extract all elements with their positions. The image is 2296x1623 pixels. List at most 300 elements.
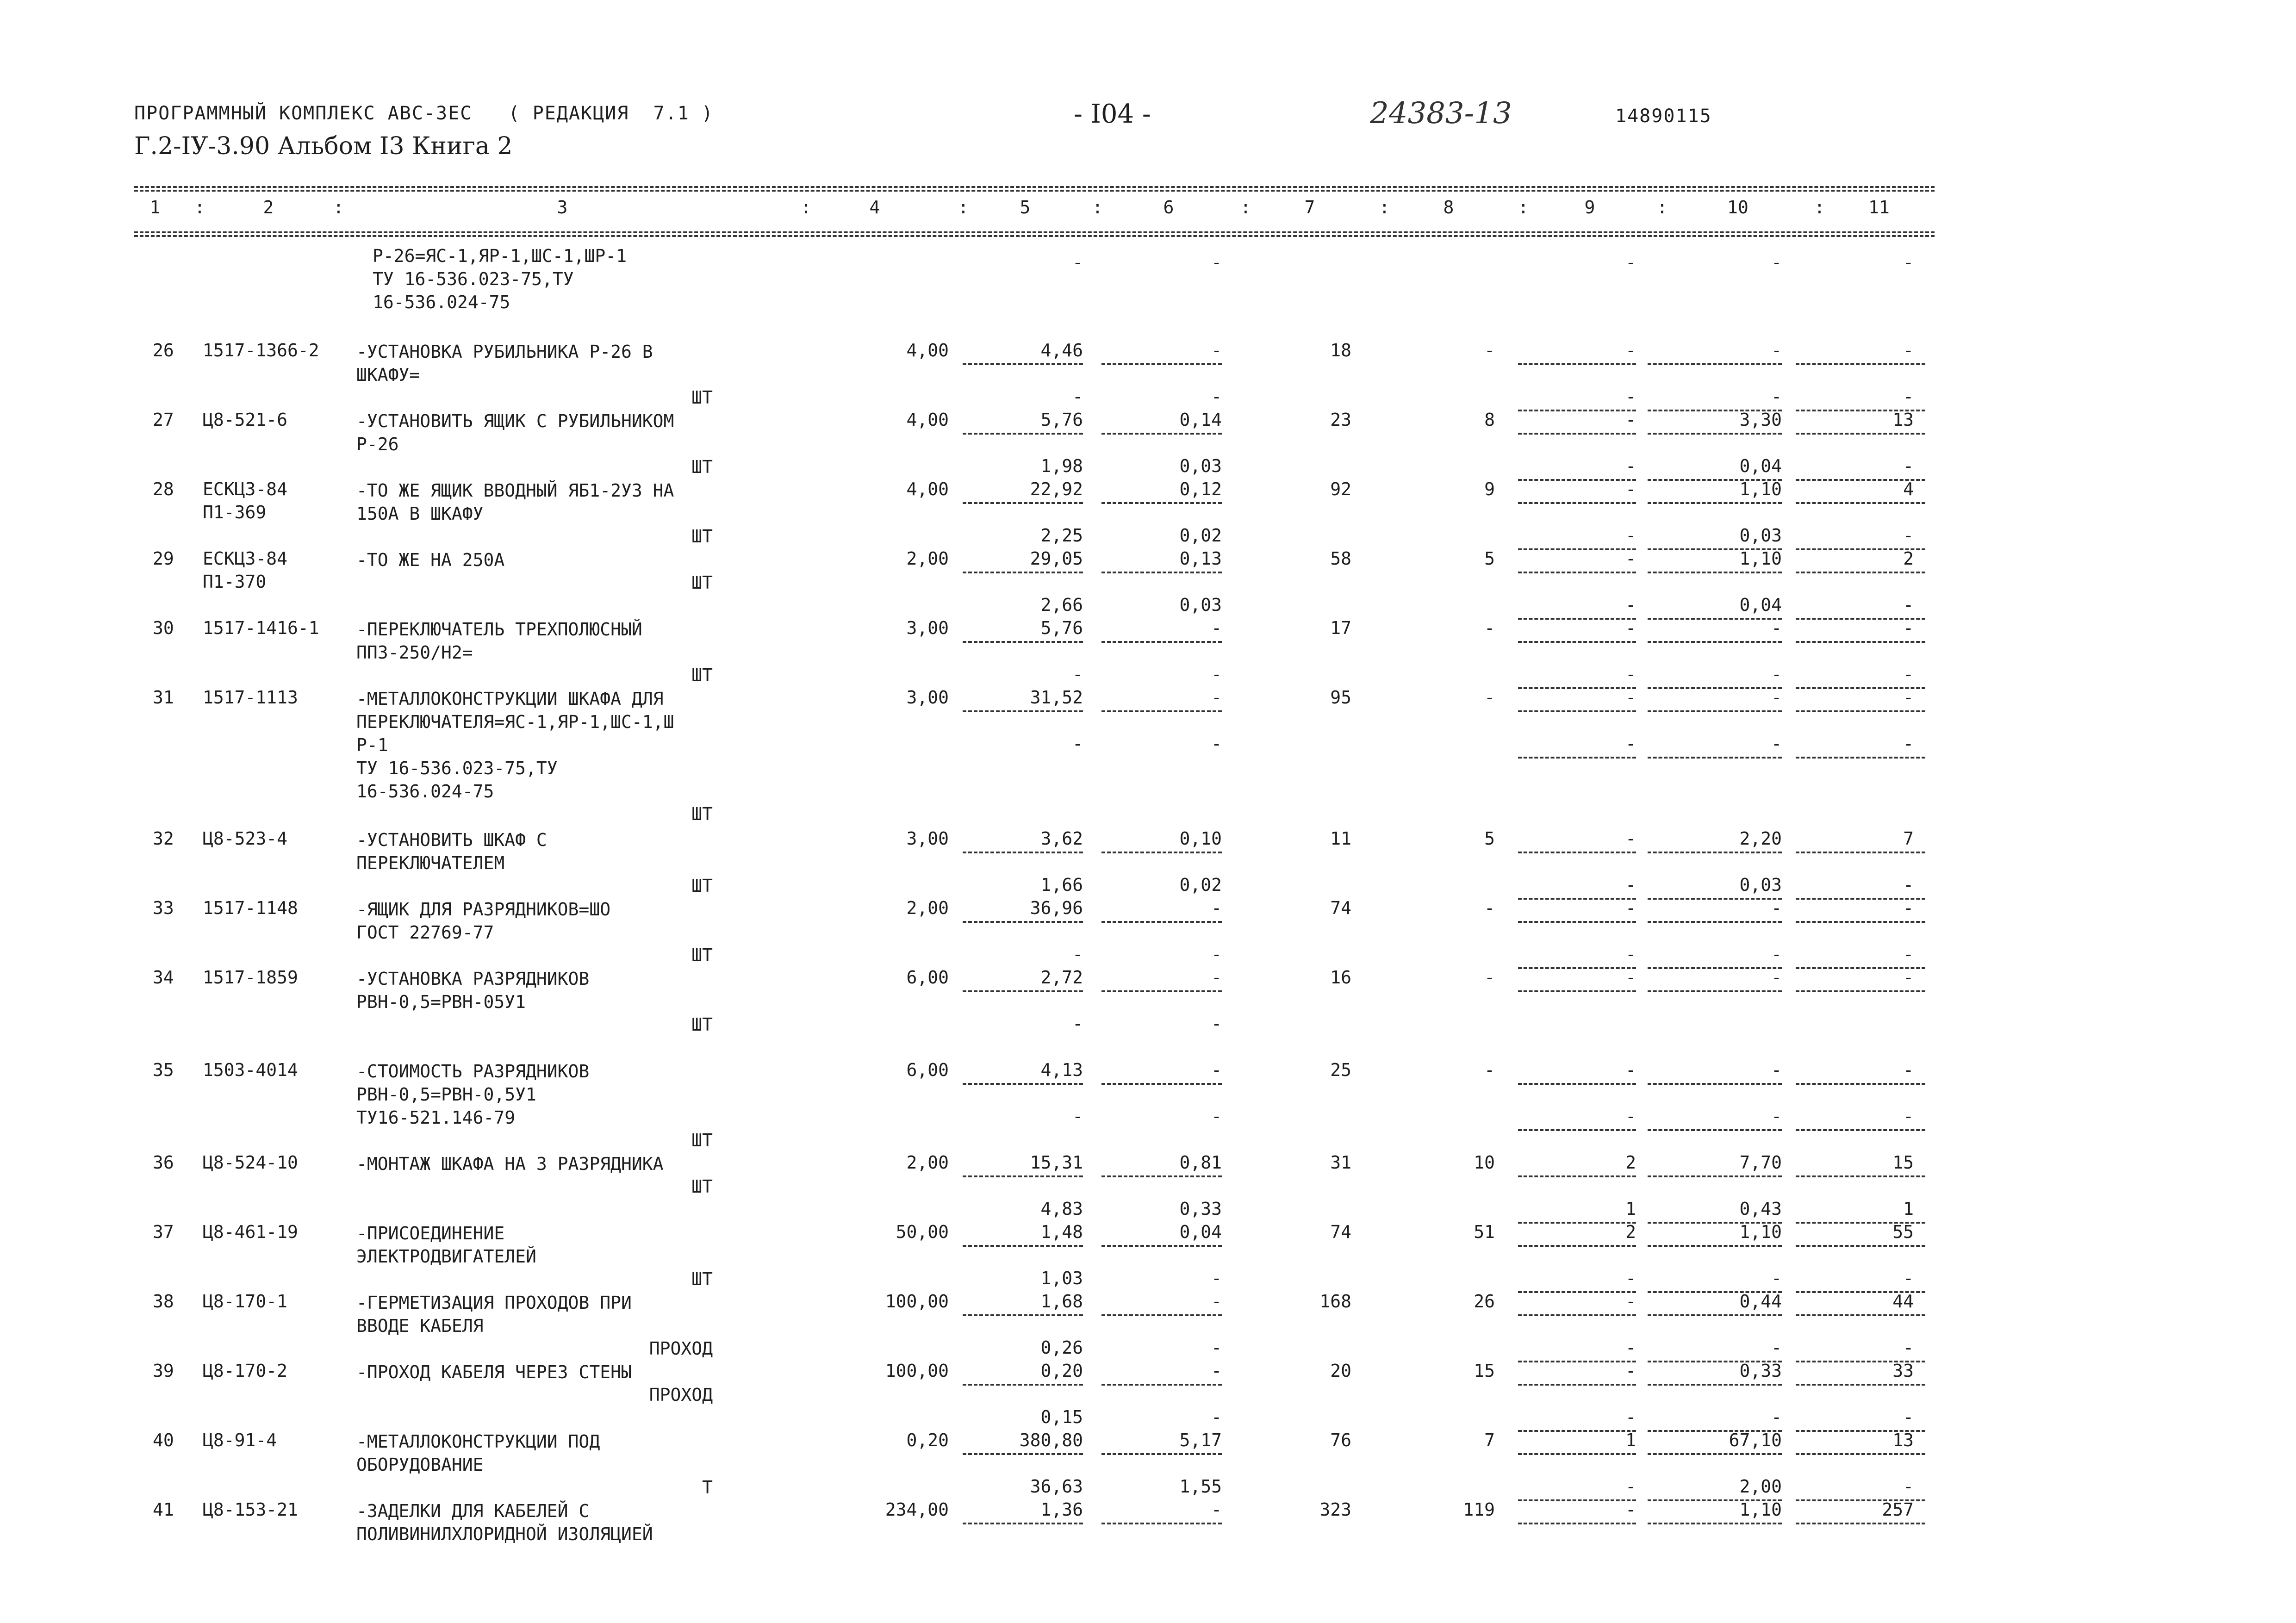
carry-over-value: -: [1771, 252, 1782, 273]
secondary-c11: -: [1903, 1337, 1914, 1358]
secondary-c9: -: [1625, 525, 1636, 546]
subtotal-rule: [1796, 1245, 1925, 1247]
value-c11: 55: [1892, 1222, 1914, 1242]
work-description: РВН-0,5=РВН-05У1: [356, 992, 526, 1012]
value-c9: -: [1625, 1060, 1636, 1080]
subtotal-rule: [1518, 618, 1636, 620]
carry-over-value: -: [1625, 252, 1636, 273]
subtotal-rule: [1518, 1384, 1636, 1386]
row-number: 31: [153, 687, 174, 708]
value-c11: -: [1903, 340, 1914, 361]
unit-label: ШТ: [691, 945, 713, 965]
subtotal-rule: [963, 433, 1083, 435]
unit-label: ШТ: [691, 876, 713, 896]
value-c8: -: [1484, 340, 1495, 361]
secondary-c6: -: [1211, 1407, 1222, 1427]
value-c10: 2,20: [1739, 828, 1782, 849]
unit-label: ШТ: [691, 1130, 713, 1150]
secondary-c6: -: [1211, 1106, 1222, 1126]
subtotal-rule: [1648, 710, 1782, 712]
secondary-c5: 36,63: [1030, 1476, 1083, 1497]
subtotal-rule: [1518, 410, 1636, 411]
subtotal-rule: [1796, 1314, 1925, 1316]
work-description: -ТО ЖЕ НА 250А: [356, 550, 505, 570]
subtotal-rule: [1648, 990, 1782, 992]
value-c6: -: [1211, 967, 1222, 988]
secondary-c9: -: [1625, 734, 1636, 754]
subtotal-rule: [1101, 852, 1222, 853]
work-description: -СТОИМОСТЬ РАЗРЯДНИКОВ: [356, 1061, 590, 1082]
table-top-rule-2: [134, 190, 1935, 192]
secondary-c6: -: [1211, 1014, 1222, 1034]
subtotal-rule: [1796, 921, 1925, 923]
subtotal-rule: [1101, 1314, 1222, 1316]
secondary-c11: -: [1903, 595, 1914, 615]
subtotal-rule: [963, 363, 1083, 365]
secondary-c9: -: [1625, 944, 1636, 964]
secondary-c6: -: [1211, 944, 1222, 964]
subtotal-rule: [1518, 1499, 1636, 1501]
subtotal-rule: [963, 921, 1083, 923]
norm-code: ЕСКЦЗ-84: [203, 548, 288, 569]
secondary-c5: 4,83: [1040, 1199, 1083, 1219]
secondary-c6: 0,33: [1179, 1199, 1222, 1219]
secondary-c5: 2,25: [1040, 525, 1083, 546]
subtotal-rule: [1648, 1523, 1782, 1524]
value-c10: -: [1771, 1060, 1782, 1080]
subtotal-rule: [1518, 921, 1636, 923]
subtotal-rule: [1518, 852, 1636, 853]
column-number: 1: [149, 197, 161, 218]
secondary-c6: 0,03: [1179, 456, 1222, 476]
secondary-c11: -: [1903, 664, 1914, 684]
carry-over-value: -: [1903, 252, 1914, 273]
row-number: 41: [153, 1499, 174, 1520]
subtotal-rule: [1101, 1384, 1222, 1386]
unit-label: ШТ: [691, 526, 713, 547]
subtotal-rule: [1796, 710, 1925, 712]
value-c5: 1,48: [1040, 1222, 1083, 1242]
secondary-c6: -: [1211, 734, 1222, 754]
subtotal-rule: [1796, 1129, 1925, 1131]
value-c6: 0,12: [1179, 479, 1222, 499]
value-c6: -: [1211, 1060, 1222, 1080]
column-separator: :: [1814, 197, 1825, 218]
unit-label: ШТ: [691, 387, 713, 408]
work-description: ПОЛИВИНИЛХЛОРИДНОЙ ИЗОЛЯЦИЕЙ: [356, 1524, 653, 1544]
secondary-c10: -: [1771, 1407, 1782, 1427]
program-title: ПРОГРАММНЫЙ КОМПЛЕКС АВС-ЗЕС ( РЕДАКЦИЯ 7.1 ): [134, 103, 714, 124]
column-number: 6: [1163, 197, 1174, 218]
subtotal-rule: [1648, 687, 1782, 689]
subtotal-rule: [1518, 1453, 1636, 1455]
subtotal-rule: [1518, 1222, 1636, 1224]
value-c8: -: [1484, 967, 1495, 988]
work-description: 16-536.024-75: [356, 781, 494, 802]
value-c10: -: [1771, 687, 1782, 708]
norm-code: 1517-1366-2: [203, 340, 319, 361]
column-separator: :: [1240, 197, 1251, 218]
value-c5: 29,05: [1030, 548, 1083, 569]
value-c8: 5: [1484, 828, 1495, 849]
value-c7: 11: [1330, 828, 1351, 849]
secondary-c6: -: [1211, 386, 1222, 407]
value-c7: 16: [1330, 967, 1351, 988]
value-c8: -: [1484, 618, 1495, 638]
value-c10: 1,10: [1739, 1222, 1782, 1242]
work-description: -УСТАНОВКА РАЗРЯДНИКОВ: [356, 969, 590, 989]
value-c8: 51: [1474, 1222, 1495, 1242]
secondary-c10: -: [1771, 1268, 1782, 1288]
column-number: 4: [869, 197, 880, 218]
value-c11: 4: [1903, 479, 1914, 499]
unit-label: ШТ: [691, 572, 713, 593]
work-description: ПП3-250/Н2=: [356, 642, 473, 663]
unit-label: ШТ: [691, 665, 713, 685]
work-description: -ТО ЖЕ ЯЩИК ВВОДНЫЙ ЯБ1-2УЗ НА: [356, 480, 674, 501]
subtotal-rule: [1518, 1291, 1636, 1293]
work-description: Р-26: [356, 434, 399, 454]
subtotal-rule: [1101, 1453, 1222, 1455]
secondary-c9: 1: [1625, 1199, 1636, 1219]
work-description: -ЗАДЕЛКИ ДЛЯ КАБЕЛЕЙ С: [356, 1501, 590, 1521]
value-c11: -: [1903, 1060, 1914, 1080]
subtotal-rule: [1648, 1245, 1782, 1247]
value-c8: -: [1484, 898, 1495, 918]
value-c6: 0,10: [1179, 828, 1222, 849]
subtotal-rule: [1796, 852, 1925, 853]
secondary-c9: -: [1625, 875, 1636, 895]
secondary-c11: -: [1903, 1407, 1914, 1427]
work-description: 150А В ШКАФУ: [356, 504, 484, 524]
subtotal-rule: [1518, 1523, 1636, 1524]
subtotal-rule: [1796, 990, 1925, 992]
secondary-c9: -: [1625, 386, 1636, 407]
value-c5: 5,76: [1040, 410, 1083, 430]
secondary-c5: 1,66: [1040, 875, 1083, 895]
subtotal-rule: [1518, 687, 1636, 689]
value-c11: 2: [1903, 548, 1914, 569]
value-c8: 5: [1484, 548, 1495, 569]
subtotal-rule: [1648, 1384, 1782, 1386]
subtotal-rule: [1648, 1129, 1782, 1131]
subtotal-rule: [963, 1083, 1083, 1085]
value-c6: 0,13: [1179, 548, 1222, 569]
norm-code: Ц8-524-10: [203, 1152, 298, 1173]
value-c8: 10: [1474, 1152, 1495, 1173]
subtotal-rule: [1101, 1245, 1222, 1247]
norm-code: Ц8-170-2: [203, 1361, 288, 1381]
value-c7: 323: [1319, 1499, 1351, 1520]
value-c9: -: [1625, 548, 1636, 569]
subtotal-rule: [1796, 502, 1925, 504]
subtotal-rule: [1518, 1314, 1636, 1316]
secondary-c11: -: [1903, 944, 1914, 964]
subtotal-rule: [1648, 852, 1782, 853]
value-c7: 23: [1330, 410, 1351, 430]
row-number: 28: [153, 479, 174, 499]
subtotal-rule: [1648, 363, 1782, 365]
subtotal-rule: [1518, 990, 1636, 992]
subtotal-rule: [1648, 1175, 1782, 1177]
subtotal-rule: [1518, 710, 1636, 712]
value-c10: -: [1771, 618, 1782, 638]
value-c6: -: [1211, 1499, 1222, 1520]
row-number: 40: [153, 1430, 174, 1450]
value-c9: -: [1625, 898, 1636, 918]
work-description: -ЯЩИК ДЛЯ РАЗРЯДНИКОВ=ШО: [356, 899, 611, 920]
secondary-c9: -: [1625, 595, 1636, 615]
value-c7: 74: [1330, 898, 1351, 918]
norm-code-line2: П1-369: [203, 502, 267, 522]
subtotal-rule: [1518, 433, 1636, 435]
subtotal-rule: [963, 1384, 1083, 1386]
subtotal-rule: [1648, 757, 1782, 759]
work-description: -МЕТАЛЛОКОНСТРУКЦИИ ПОД: [356, 1431, 600, 1452]
value-c4: 2,00: [906, 898, 949, 918]
subtotal-rule: [1518, 757, 1636, 759]
value-c6: -: [1211, 1291, 1222, 1312]
value-c4: 4,00: [906, 410, 949, 430]
secondary-c10: 0,03: [1739, 525, 1782, 546]
subtotal-rule: [1518, 967, 1636, 969]
work-description: ШКАФУ=: [356, 365, 420, 385]
table-top-rule: [134, 186, 1935, 188]
value-c8: 119: [1463, 1499, 1495, 1520]
secondary-c11: -: [1903, 1106, 1914, 1126]
table-header-rule: [134, 231, 1935, 233]
work-description: ЭЛЕКТРОДВИГАТЕЛЕЙ: [356, 1246, 536, 1267]
carry-over-text: 16-536.024-75: [373, 292, 510, 312]
value-c4: 234,00: [885, 1499, 949, 1520]
subtotal-rule: [963, 1453, 1083, 1455]
subtotal-rule: [1796, 757, 1925, 759]
row-number: 27: [153, 410, 174, 430]
value-c4: 0,20: [906, 1430, 949, 1450]
value-c8: 15: [1474, 1361, 1495, 1381]
value-c11: 257: [1882, 1499, 1914, 1520]
work-description: ВВОДЕ КАБЕЛЯ: [356, 1316, 484, 1336]
subtotal-rule: [1648, 898, 1782, 900]
value-c9: -: [1625, 1499, 1636, 1520]
subtotal-rule: [963, 1314, 1083, 1316]
secondary-c11: -: [1903, 456, 1914, 476]
value-c9: -: [1625, 1361, 1636, 1381]
norm-code: Ц8-523-4: [203, 828, 288, 849]
value-c5: 2,72: [1040, 967, 1083, 988]
secondary-c6: 0,02: [1179, 875, 1222, 895]
value-c11: 7: [1903, 828, 1914, 849]
value-c10: 0,33: [1739, 1361, 1782, 1381]
value-c5: 36,96: [1030, 898, 1083, 918]
subtotal-rule: [963, 852, 1083, 853]
work-description: -ПЕРЕКЛЮЧАТЕЛЬ ТРЕХПОЛЮСНЫЙ: [356, 619, 642, 640]
secondary-c11: -: [1903, 1268, 1914, 1288]
value-c5: 380,80: [1019, 1430, 1083, 1450]
row-number: 39: [153, 1361, 174, 1381]
work-description: Р-1: [356, 735, 388, 755]
unit-label: ШТ: [691, 457, 713, 477]
secondary-c9: -: [1625, 1337, 1636, 1358]
value-c11: 33: [1892, 1361, 1914, 1381]
norm-code: Ц8-461-19: [203, 1222, 298, 1242]
value-c7: 31: [1330, 1152, 1351, 1173]
secondary-c10: 0,03: [1739, 875, 1782, 895]
column-number: 7: [1304, 197, 1315, 218]
secondary-c6: -: [1211, 1268, 1222, 1288]
secondary-c5: 0,15: [1040, 1407, 1083, 1427]
value-c7: 18: [1330, 340, 1351, 361]
secondary-c11: -: [1903, 875, 1914, 895]
value-c11: -: [1903, 687, 1914, 708]
work-description: ОБОРУДОВАНИЕ: [356, 1455, 484, 1475]
value-c10: 67,10: [1729, 1430, 1782, 1450]
subtotal-rule: [1518, 1083, 1636, 1085]
value-c5: 5,76: [1040, 618, 1083, 638]
secondary-c9: -: [1625, 664, 1636, 684]
subtotal-rule: [963, 1245, 1083, 1247]
value-c11: 13: [1892, 410, 1914, 430]
album-title: Г.2-IУ-3.90 Альбом I3 Книга 2: [134, 132, 513, 160]
value-c8: 9: [1484, 479, 1495, 499]
secondary-c5: -: [1072, 386, 1083, 407]
value-c5: 22,92: [1030, 479, 1083, 499]
column-separator: :: [1379, 197, 1390, 218]
norm-code: 1503-4014: [203, 1060, 298, 1080]
value-c6: -: [1211, 1361, 1222, 1381]
subtotal-rule: [963, 572, 1083, 573]
secondary-c11: 1: [1903, 1199, 1914, 1219]
value-c8: -: [1484, 687, 1495, 708]
value-c7: 168: [1319, 1291, 1351, 1312]
value-c10: 1,10: [1739, 548, 1782, 569]
carry-over-value: -: [1072, 252, 1083, 273]
subtotal-rule: [963, 1523, 1083, 1524]
secondary-c5: 2,66: [1040, 595, 1083, 615]
subtotal-rule: [1518, 548, 1636, 550]
subtotal-rule: [1648, 1314, 1782, 1316]
value-c7: 58: [1330, 548, 1351, 569]
value-c7: 17: [1330, 618, 1351, 638]
value-c7: 25: [1330, 1060, 1351, 1080]
work-description: -УСТАНОВКА РУБИЛЬНИКА Р-26 В: [356, 342, 653, 362]
subtotal-rule: [1518, 641, 1636, 643]
secondary-c10: 0,04: [1739, 456, 1782, 476]
value-c5: 15,31: [1030, 1152, 1083, 1173]
secondary-c6: 0,02: [1179, 525, 1222, 546]
column-number: 5: [1020, 197, 1031, 218]
value-c4: 3,00: [906, 828, 949, 849]
column-separator: :: [1657, 197, 1668, 218]
secondary-c10: 0,04: [1739, 595, 1782, 615]
secondary-c5: 1,03: [1040, 1268, 1083, 1288]
work-description: -ПРОХОД КАБЕЛЯ ЧЕРЕЗ СТЕНЫ: [356, 1362, 632, 1382]
serial-number: 14890115: [1615, 106, 1712, 127]
norm-code-line2: П1-370: [203, 572, 267, 592]
norm-code: Ц8-170-1: [203, 1291, 288, 1312]
subtotal-rule: [1101, 1523, 1222, 1524]
value-c5: 1,36: [1040, 1499, 1083, 1520]
value-c9: 2: [1625, 1222, 1636, 1242]
value-c4: 100,00: [885, 1361, 949, 1381]
value-c9: 1: [1625, 1430, 1636, 1450]
value-c5: 31,52: [1030, 687, 1083, 708]
unit-label: ШТ: [691, 1269, 713, 1289]
subtotal-rule: [1796, 1384, 1925, 1386]
secondary-c6: -: [1211, 1337, 1222, 1358]
value-c6: -: [1211, 618, 1222, 638]
secondary-c6: 0,03: [1179, 595, 1222, 615]
column-separator: :: [1518, 197, 1529, 218]
value-c8: -: [1484, 1060, 1495, 1080]
secondary-c5: 1,98: [1040, 456, 1083, 476]
subtotal-rule: [963, 990, 1083, 992]
secondary-c9: -: [1625, 1106, 1636, 1126]
work-description: ПЕРЕКЛЮЧАТЕЛЕМ: [356, 853, 505, 873]
work-description: -ГЕРМЕТИЗАЦИЯ ПРОХОДОВ ПРИ: [356, 1293, 632, 1313]
value-c11: -: [1903, 898, 1914, 918]
carry-over-text: Р-26=ЯС-1,ЯР-1,ШС-1,ШР-1: [373, 246, 627, 266]
secondary-c6: 1,55: [1179, 1476, 1222, 1497]
row-number: 33: [153, 898, 174, 918]
value-c5: 1,68: [1040, 1291, 1083, 1312]
value-c6: -: [1211, 687, 1222, 708]
value-c9: -: [1625, 1291, 1636, 1312]
column-separator: :: [801, 197, 811, 218]
subtotal-rule: [963, 502, 1083, 504]
subtotal-rule: [963, 1175, 1083, 1177]
subtotal-rule: [1796, 1453, 1925, 1455]
carry-over-text: ТУ 16-536.023-75,ТУ: [373, 269, 574, 289]
subtotal-rule: [1518, 502, 1636, 504]
value-c4: 3,00: [906, 687, 949, 708]
subtotal-rule: [1648, 502, 1782, 504]
secondary-c10: -: [1771, 944, 1782, 964]
secondary-c9: -: [1625, 1268, 1636, 1288]
subtotal-rule: [1101, 502, 1222, 504]
secondary-c10: -: [1771, 664, 1782, 684]
value-c4: 4,00: [906, 340, 949, 361]
value-c8: 7: [1484, 1430, 1495, 1450]
document-code: 24383-13: [1370, 96, 1512, 131]
subtotal-rule: [1518, 1129, 1636, 1131]
value-c5: 4,13: [1040, 1060, 1083, 1080]
subtotal-rule: [1518, 898, 1636, 900]
value-c11: 13: [1892, 1430, 1914, 1450]
subtotal-rule: [1648, 641, 1782, 643]
row-number: 34: [153, 967, 174, 988]
work-description: РВН-0,5=РВН-0,5У1: [356, 1084, 536, 1105]
table-header-rule-2: [134, 235, 1935, 237]
work-description: ТУ16-521.146-79: [356, 1107, 516, 1128]
norm-code: 1517-1416-1: [203, 618, 319, 638]
value-c10: 3,30: [1739, 410, 1782, 430]
subtotal-rule: [1648, 433, 1782, 435]
value-c4: 100,00: [885, 1291, 949, 1312]
norm-code: 1517-1859: [203, 967, 298, 988]
secondary-c10: -: [1771, 734, 1782, 754]
work-description: -ПРИСОЕДИНЕНИЕ: [356, 1223, 505, 1244]
value-c11: 15: [1892, 1152, 1914, 1173]
value-c6: 0,14: [1179, 410, 1222, 430]
value-c10: -: [1771, 967, 1782, 988]
secondary-c9: -: [1625, 1476, 1636, 1497]
value-c6: -: [1211, 340, 1222, 361]
subtotal-rule: [1101, 1175, 1222, 1177]
value-c9: -: [1625, 828, 1636, 849]
secondary-c9: -: [1625, 456, 1636, 476]
secondary-c11: -: [1903, 734, 1914, 754]
